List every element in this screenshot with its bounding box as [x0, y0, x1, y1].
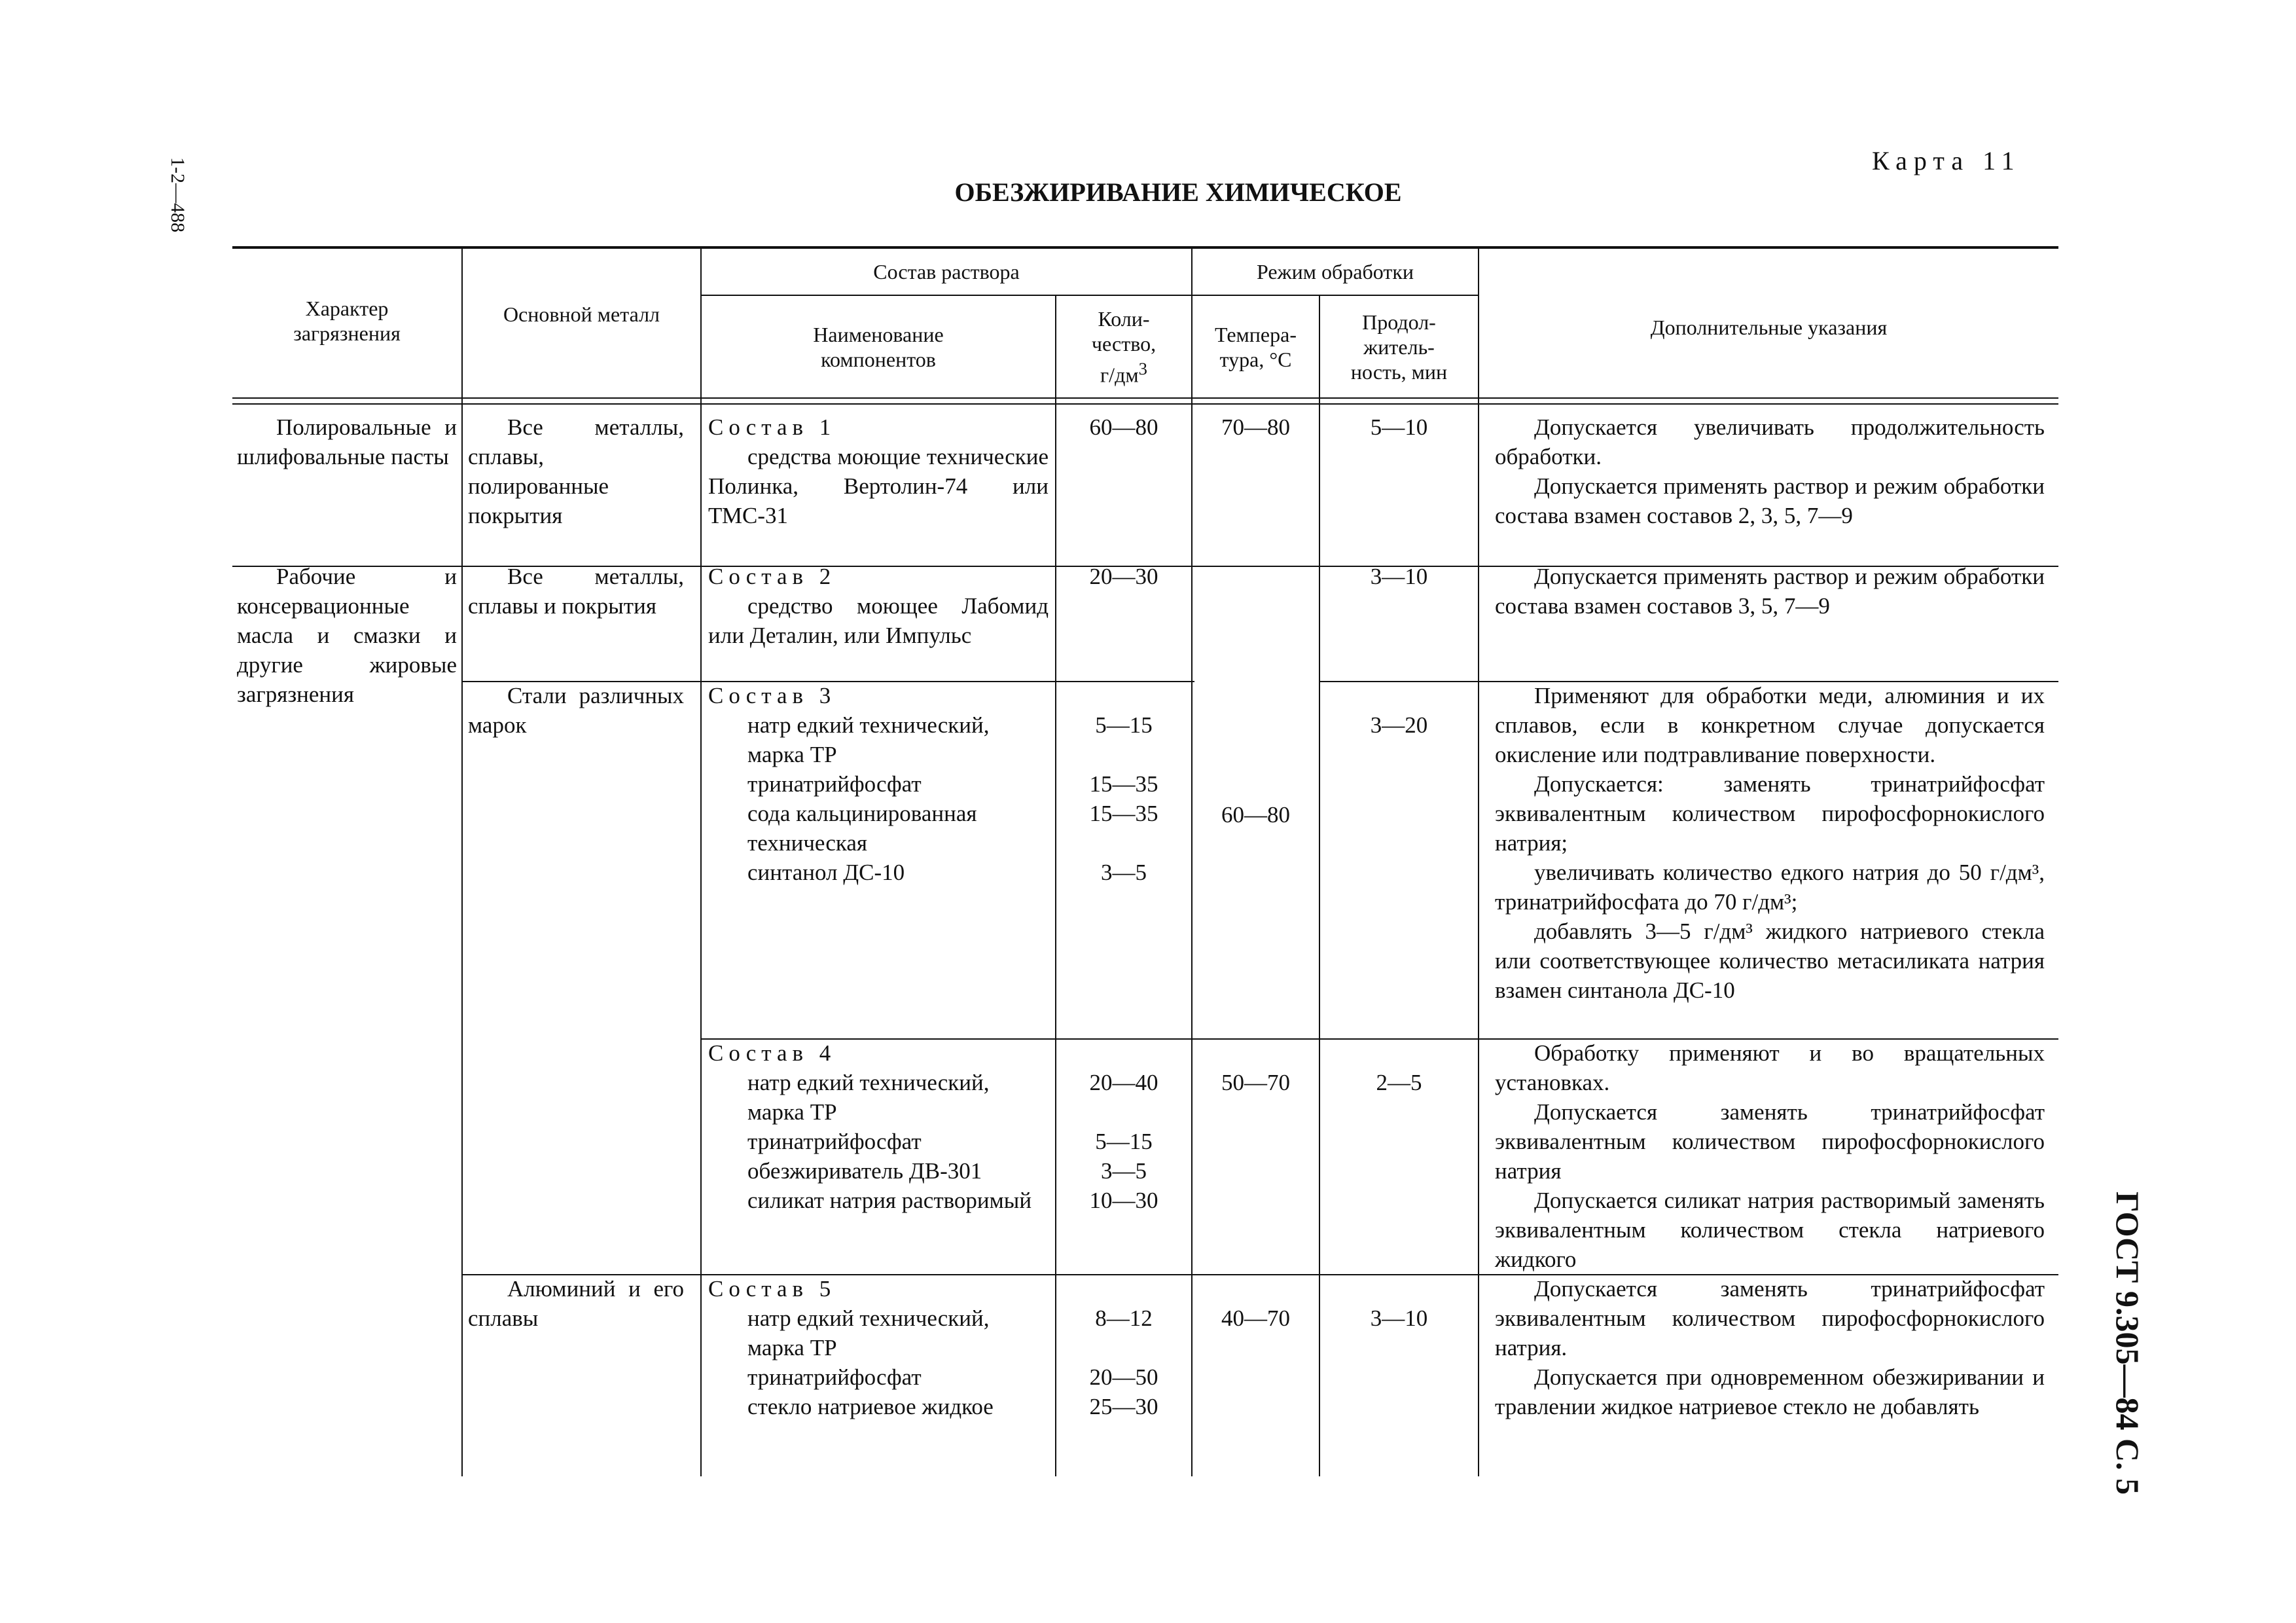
component: синтанол ДС-10 [747, 860, 905, 885]
note: Допускается: заменять тринатрийфосфат эквивалентным количеством пирофосфорнокислого натрия; [1495, 771, 2045, 856]
note: увеличивать количество едкого натрия до 50 г/дм³, тринатрийфосфата до 70 г/дм³; [1495, 860, 2045, 915]
row5-quantities [1056, 1304, 1191, 1421]
composition-title: Состав 2 [708, 564, 836, 589]
note: Допускается применять раствор и режим обработки состава взамен составов 3, 5, 7—9 [1495, 564, 2045, 619]
row1-notes [1495, 412, 2045, 530]
header-quantity [1056, 301, 1191, 393]
header-temperature-label: Темпера- тура, °С [1215, 323, 1297, 371]
component: обезжириватель ДВ-301 [747, 1158, 982, 1184]
row2-duration: 3—10 [1370, 564, 1428, 589]
quantity-value: 8—12 [1095, 1305, 1153, 1331]
page-title: ОБЕЗЖИРИВАНИЕ ХИМИЧЕСКОЕ [954, 177, 1402, 207]
composition-components: средства моющие технические Полинка, Вертолин-74 или ТМС-31 [708, 444, 1049, 528]
header-solution-group: Состав раствора [873, 260, 1020, 283]
quantity-value: 20—40 [1089, 1070, 1158, 1095]
component: натр едкий технический, марка ТР [747, 1070, 990, 1125]
component: силикат натрия растворимый [747, 1188, 1032, 1213]
header-contamination: Характер загрязнения [293, 297, 401, 345]
quantity-value: 3—5 [1101, 1158, 1147, 1184]
composition-title: Состав 1 [708, 414, 836, 440]
quantity-value: 20—50 [1089, 1364, 1158, 1390]
composition-title: Состав 3 [708, 683, 836, 708]
row5-temperature: 40—70 [1221, 1305, 1290, 1331]
row1-duration: 5—10 [1370, 414, 1428, 440]
note: Применяют для обработки меди, алюминия и их сплавов, если в конкретном случае допускается окисление или подтравливание поверхности. [1495, 683, 2045, 767]
note: Допускается увеличивать продолжительность обработки. [1495, 414, 2045, 469]
row5-composition [708, 1274, 1049, 1421]
row3-notes [1495, 681, 2045, 1005]
margin-standard-right: ГОСТ 9.305—84 С. 5 [2109, 1192, 2146, 1495]
row3-duration: 3—20 [1370, 712, 1428, 738]
row3-metal: Стали различных марок [468, 683, 684, 738]
row5-notes [1495, 1274, 2045, 1421]
row2-metal: Все металлы, сплавы и покрытия [468, 564, 684, 619]
header-mode-group: Режим обработки [1256, 260, 1414, 283]
row2-quantity: 20—30 [1089, 564, 1158, 589]
quantity-value: 3—5 [1101, 860, 1147, 885]
row4-duration: 2—5 [1376, 1070, 1422, 1095]
component: тринатрийфосфат [747, 1129, 922, 1154]
quantity-value: 25—30 [1089, 1394, 1158, 1419]
quantity-value: 15—35 [1089, 771, 1158, 797]
composition-title: Состав 4 [708, 1040, 836, 1066]
row1-quantity: 60—80 [1089, 414, 1158, 440]
row1-temperature: 70—80 [1221, 414, 1290, 440]
row5-metal: Алюминий и его сплавы [468, 1276, 684, 1331]
header-duration-label: Продол- житель- ность, мин [1350, 310, 1448, 384]
header-base-metal: Основной металл [503, 302, 660, 326]
row2-3-temperature: 60—80 [1221, 802, 1290, 828]
note: Допускается применять раствор и режим обработки состава взамен составов 2, 3, 5, 7—9 [1495, 473, 2045, 528]
note: Обработку применяют и во вращательных установках. [1495, 1040, 2045, 1095]
header-component-name: Наименование компонентов [813, 323, 944, 371]
row1-metal: Все металлы, сплавы, полированные покрытия [468, 414, 684, 528]
row4-composition [708, 1038, 1049, 1215]
note: добавлять 3—5 г/дм³ жидкого натриевого стекла или соответствующее количество метасиликата натрия взамен синтанола ДС-10 [1495, 919, 2045, 1003]
header-quantity-label: Коли- чество, $г/дм^3$ [1091, 307, 1157, 387]
row3-quantities [1056, 710, 1191, 887]
quantity-value: 5—15 [1095, 712, 1153, 738]
quantity-value: 10—30 [1089, 1188, 1158, 1213]
row4-temperature: 50—70 [1221, 1070, 1290, 1095]
component: тринатрийфосфат [747, 1364, 922, 1390]
header-duration [1320, 301, 1478, 393]
card-label: Карта 11 [1872, 146, 2021, 175]
quantity-value: 15—35 [1089, 801, 1158, 826]
header-notes: Дополнительные указания [1650, 316, 1888, 339]
row2-composition [708, 562, 1049, 650]
header-temperature [1193, 301, 1319, 393]
row5-duration: 3—10 [1370, 1305, 1428, 1331]
component: натр едкий технический, марка ТР [747, 1305, 990, 1360]
row2-contamination: Рабочие и консервационные масла и смазки и другие жировые загрязнения [237, 564, 457, 707]
row4-notes [1495, 1038, 2045, 1274]
component: тринатрийфосфат [747, 771, 922, 797]
component: натр едкий технический, марка ТР [747, 712, 990, 767]
margin-code-left: 1-2—488 [167, 157, 188, 232]
row1-contamination: Полировальные и шлифовальные пасты [237, 414, 457, 469]
row4-quantities [1056, 1068, 1191, 1215]
component: стекло натриевое жидкое [747, 1394, 994, 1419]
row3-composition [708, 681, 1049, 887]
note: Допускается силикат натрия растворимый заменять эквивалентным количеством стекла натриевого жидкого [1495, 1188, 2045, 1272]
row2-notes [1495, 562, 2045, 621]
composition-components: средство моющее Лабомид или Деталин, или Импульс [708, 593, 1049, 648]
note: Допускается заменять тринатрийфосфат эквивалентным количеством пирофосфорнокислого натрия [1495, 1099, 2045, 1184]
note: Допускается заменять тринатрийфосфат эквивалентным количеством пирофосфорнокислого натрия. [1495, 1276, 2045, 1360]
quantity-value: 5—15 [1095, 1129, 1153, 1154]
note: Допускается при одновременном обезжиривании и травлении жидкое натриевое стекло не добавлять [1495, 1364, 2045, 1419]
row1-composition [708, 412, 1049, 530]
composition-title: Состав 5 [708, 1276, 836, 1302]
component: сода кальцинированная техническая [747, 801, 977, 856]
